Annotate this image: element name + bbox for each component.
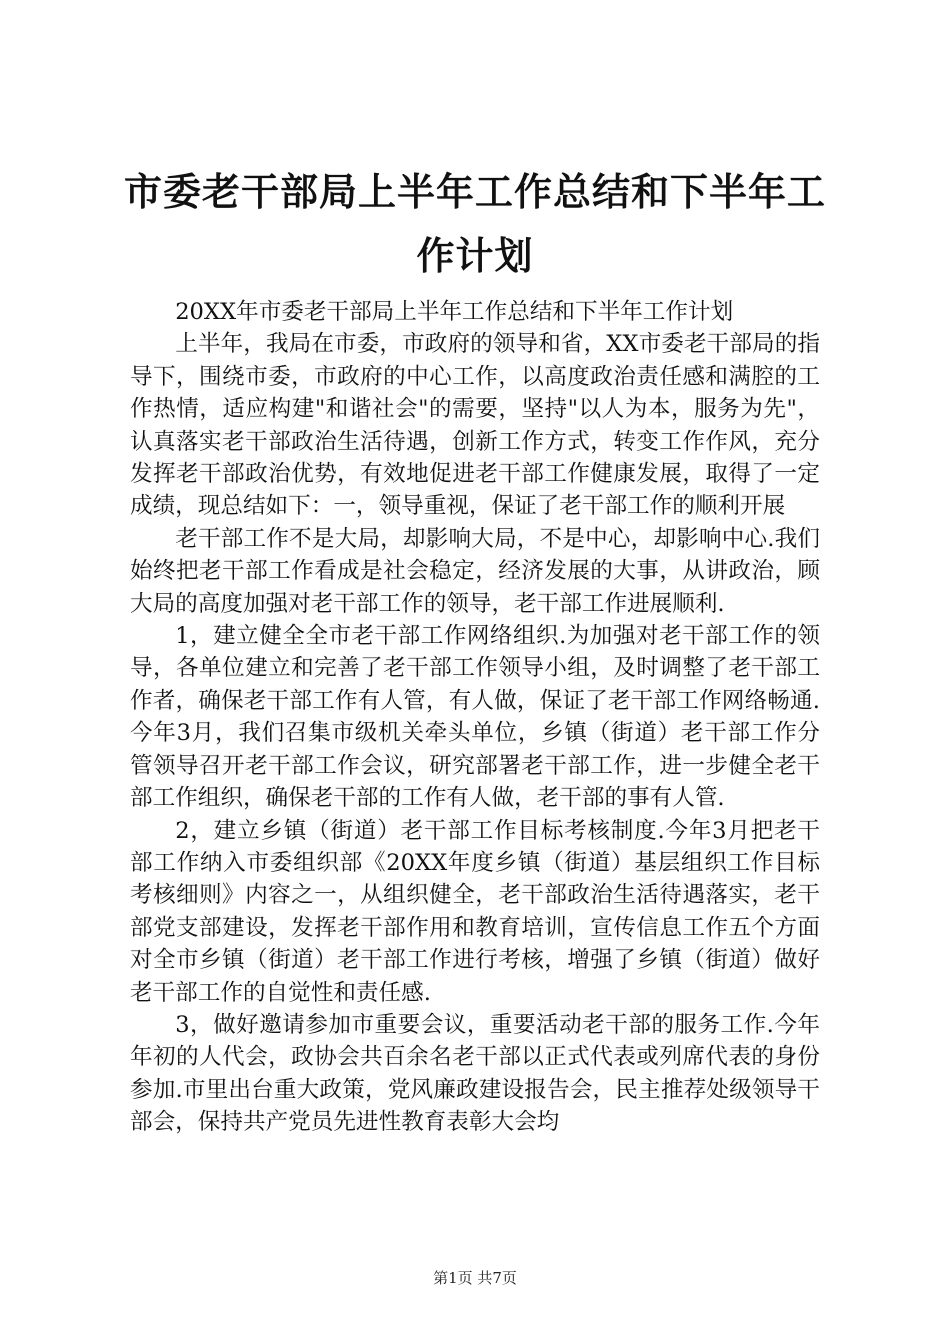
paragraph-item-1: 1，建立健全全市老干部工作网络组织.为加强对老干部工作的领导，各单位建立和完善了老干部工作领导小组，及时调整了老干部工作者，确保老干部工作有人管，有人做，保证了老干部工作网络畅通.今年3月，我们召集市级机关牵头单位，乡镇（街道）老干部工作分管领导召开老干部工作会议，研究部署老干部工作，进一步健全老干部工作组织，确保老干部的工作有人做，老干部的事有人管. <box>130 623 820 812</box>
document-body <box>130 296 820 1139</box>
paragraph-subtitle: 20XX年市委老干部局上半年工作总结和下半年工作计划 <box>175 299 734 325</box>
paragraph-item-2: 2，建立乡镇（街道）老干部工作目标考核制度.今年3月把老干部工作纳入市委组织部《20XX年度乡镇（街道）基层组织工作目标考核细则》内容之一，从组织健全，老干部政治生活待遇落实，老干部党支部建设，发挥老干部作用和教育培训，宣传信息工作五个方面对全市乡镇（街道）老干部工作进行考核，增强了乡镇（街道）做好老干部工作的自觉性和责任感. <box>130 817 820 1006</box>
document-title: 市委老干部局上半年工作总结和下半年工作计划 <box>123 170 826 278</box>
paragraph-leadership: 老干部工作不是大局，却影响大局，不是中心，却影响中心.我们始终把老干部工作看成是社会稳定，经济发展的大事，从讲政治，顾大局的高度加强对老干部工作的领导，老干部工作进展顺利. <box>130 525 820 617</box>
paragraph-summary-intro: 上半年，我局在市委，市政府的领导和省，XX市委老干部局的指导下，围绕市委，市政府的中心工作，以高度政治责任感和满腔的工作热情，适应构建"和谐社会"的需要，坚持"以人为本，服务为先"，认真落实老干部政治生活待遇，创新工作方式，转变工作作风，充分发挥老干部政治优势，有效地促进老干部工作健康发展，取得了一定成绩，现总结如下：一，领导重视，保证了老干部工作的顺利开展 <box>130 331 820 520</box>
paragraph-item-3: 3，做好邀请参加市重要会议，重要活动老干部的服务工作.今年年初的人代会，政协会共百余名老干部以正式代表或列席代表的身份参加.市里出台重大政策，党风廉政建设报告会，民主推荐处级领导干部会，保持共产党员先进性教育表彰大会均 <box>130 1011 820 1136</box>
page-number-footer: 第1页 共7页 <box>433 1269 517 1287</box>
